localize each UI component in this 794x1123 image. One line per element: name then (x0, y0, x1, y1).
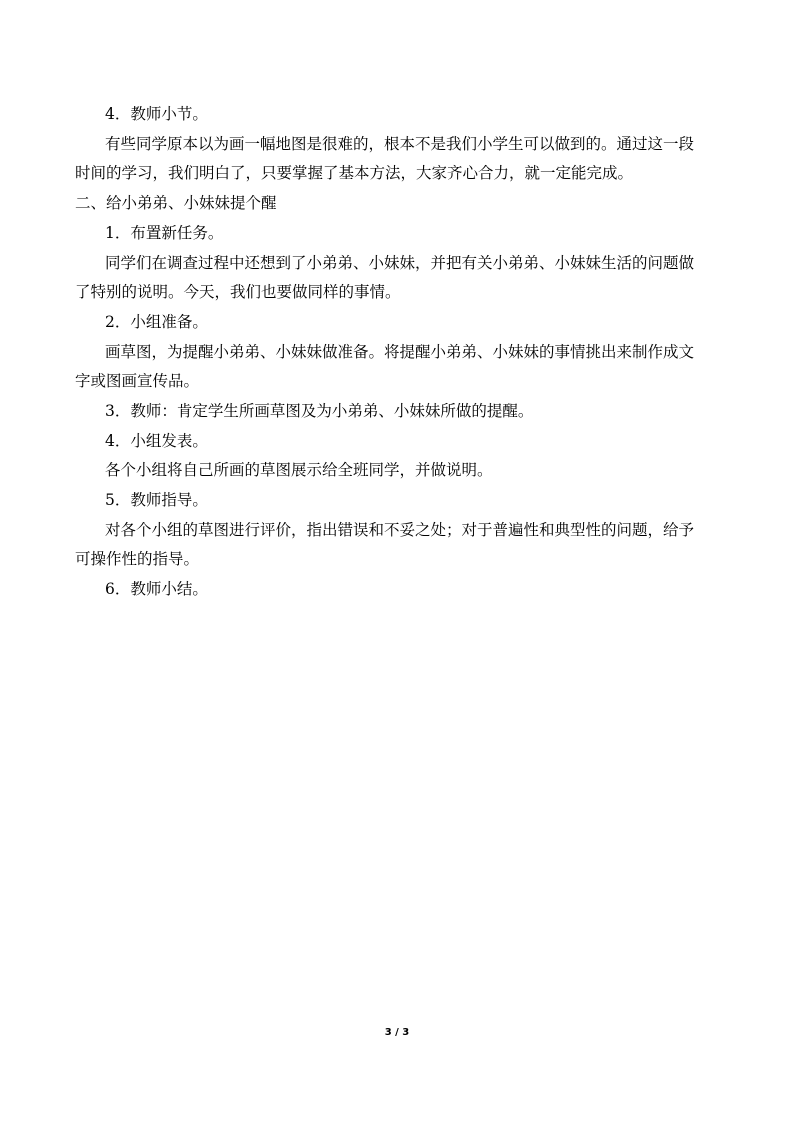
paragraph-line: 对各个小组的草图进行评价，指出错误和不妥之处；对于普遍性和典型性的问题，给予 (105, 521, 695, 539)
step-4-heading: 4．小组发表。 (105, 432, 208, 450)
step-6-heading: 6．教师小结。 (105, 580, 208, 598)
step-4-teacher-summary: 4．教师小节。 (105, 105, 208, 123)
section-heading: 二、给小弟弟、小妹妹提个醒 (75, 194, 277, 212)
page-number: 3 / 3 (384, 1027, 410, 1038)
paragraph-line: 了特别的说明。今天，我们也要做同样的事情。 (75, 283, 401, 301)
paragraph-line: 各个小组将自己所画的草图展示给全班同学，并做说明。 (105, 461, 493, 479)
step-3-heading: 3．教师：肯定学生所画草图及为小弟弟、小妹妹所做的提醒。 (105, 402, 534, 420)
paragraph-line: 画草图，为提醒小弟弟、小妹妹做准备。将提醒小弟弟、小妹妹的事情挑出来制作成文 (105, 343, 695, 361)
step-2-heading: 2．小组准备。 (105, 313, 208, 331)
paragraph-line: 字或图画宣传品。 (75, 372, 200, 390)
paragraph-line: 同学们在调查过程中还想到了小弟弟、小妹妹，并把有关小弟弟、小妹妹生活的问题做 (105, 254, 695, 272)
paragraph-line: 可操作性的指导。 (75, 550, 200, 568)
paragraph-line: 时间的学习，我们明白了，只要掌握了基本方法，大家齐心合力，就一定能完成。 (75, 164, 634, 182)
step-5-heading: 5．教师指导。 (105, 491, 208, 509)
paragraph-line: 有些同学原本以为画一幅地图是很难的，根本不是我们小学生可以做到的。通过这一段 (105, 135, 695, 153)
step-1-heading: 1．布置新任务。 (105, 224, 224, 242)
